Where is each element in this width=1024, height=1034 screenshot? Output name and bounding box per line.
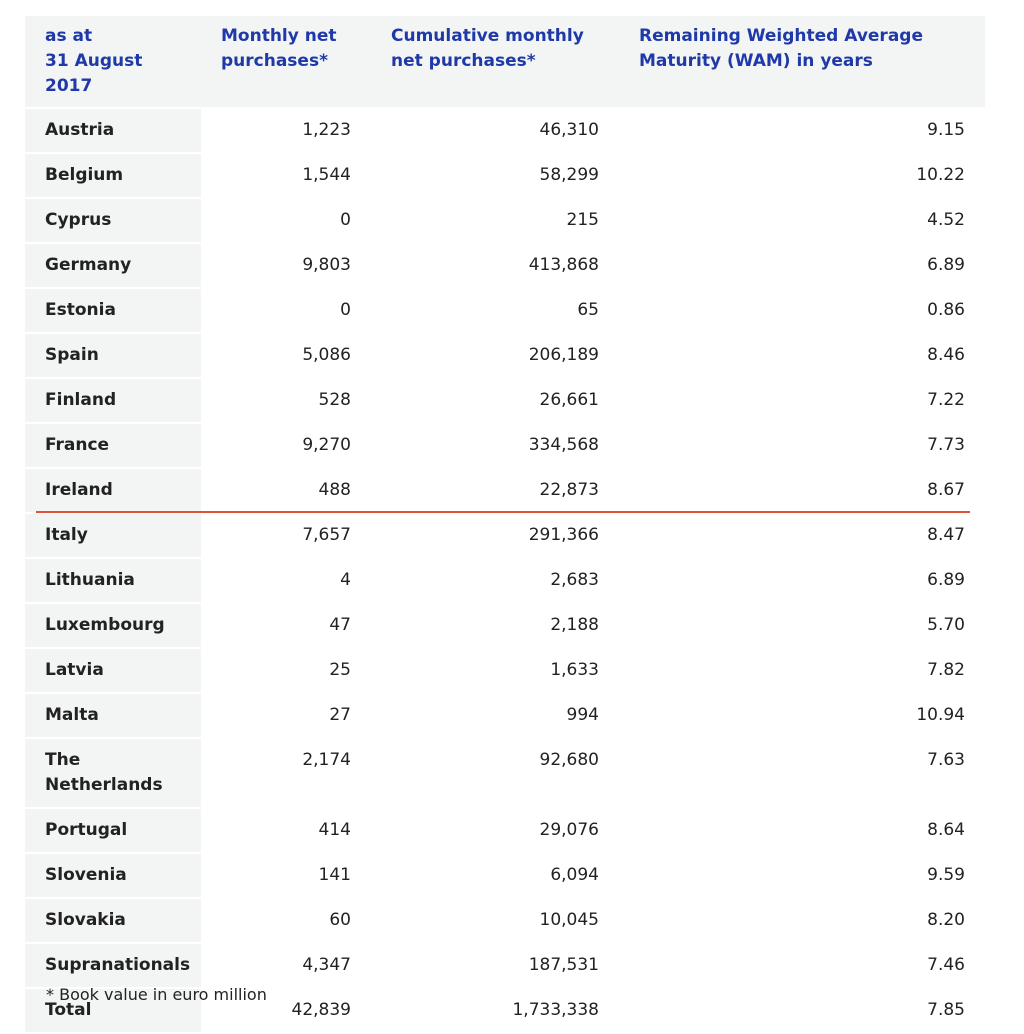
cell-wam: 5.70	[619, 604, 985, 649]
cell-country: France	[25, 424, 201, 469]
cell-country: Supranationals	[25, 944, 201, 989]
cell-cumulative: 334,568	[371, 424, 619, 469]
cell-wam: 7.73	[619, 424, 985, 469]
cell-country: Luxembourg	[25, 604, 201, 649]
cell-wam: 8.46	[619, 334, 985, 379]
cell-wam: 7.85	[619, 989, 985, 1034]
cell-cumulative: 2,683	[371, 559, 619, 604]
cell-wam: 10.22	[619, 154, 985, 199]
cell-cumulative: 1,733,338	[371, 989, 619, 1034]
cell-monthly: 528	[201, 379, 371, 424]
cell-country: Lithuania	[25, 559, 201, 604]
cell-wam: 8.67	[619, 469, 985, 514]
cell-country: Germany	[25, 244, 201, 289]
cell-wam: 7.82	[619, 649, 985, 694]
cell-wam: 4.52	[619, 199, 985, 244]
header-monthly: Monthly net purchases*	[201, 16, 371, 109]
cell-cumulative: 2,188	[371, 604, 619, 649]
cell-cumulative: 413,868	[371, 244, 619, 289]
cell-wam: 6.89	[619, 244, 985, 289]
cell-monthly: 141	[201, 854, 371, 899]
pspp-holdings-table	[25, 16, 985, 1034]
cell-monthly: 9,270	[201, 424, 371, 469]
table-row	[25, 244, 985, 289]
cell-monthly: 0	[201, 289, 371, 334]
table-row	[25, 649, 985, 694]
cell-cumulative: 92,680	[371, 739, 619, 809]
cell-cumulative: 22,873	[371, 469, 619, 514]
footnote: * Book value in euro million	[46, 985, 267, 1004]
table-row	[25, 604, 985, 649]
table-row	[25, 424, 985, 469]
cell-cumulative: 994	[371, 694, 619, 739]
cell-country: Slovakia	[25, 899, 201, 944]
cell-country: Slovenia	[25, 854, 201, 899]
cell-monthly: 4,347	[201, 944, 371, 989]
cell-wam: 8.20	[619, 899, 985, 944]
cell-country: Finland	[25, 379, 201, 424]
cell-wam: 0.86	[619, 289, 985, 334]
table-row	[25, 694, 985, 739]
table-row	[25, 154, 985, 199]
highlight-divider-line	[36, 511, 970, 513]
cell-monthly: 9,803	[201, 244, 371, 289]
table-row	[25, 289, 985, 334]
table-row	[25, 854, 985, 899]
table-header-row	[25, 16, 985, 109]
cell-wam: 10.94	[619, 694, 985, 739]
table-row	[25, 199, 985, 244]
table-row	[25, 559, 985, 604]
table-row	[25, 944, 985, 989]
table-row	[25, 379, 985, 424]
header-country-line2: 31 August 2017	[45, 51, 143, 96]
cell-cumulative: 46,310	[371, 109, 619, 154]
cell-monthly: 27	[201, 694, 371, 739]
cell-cumulative: 29,076	[371, 809, 619, 854]
cell-wam: 7.63	[619, 739, 985, 809]
cell-cumulative: 187,531	[371, 944, 619, 989]
cell-monthly: 42,839	[201, 989, 371, 1034]
cell-cumulative: 65	[371, 289, 619, 334]
cell-monthly: 0	[201, 199, 371, 244]
cell-monthly: 488	[201, 469, 371, 514]
cell-wam: 8.64	[619, 809, 985, 854]
header-wam: Remaining Weighted Average Maturity (WAM) in years	[619, 16, 985, 109]
cell-monthly: 25	[201, 649, 371, 694]
table-row	[25, 469, 985, 514]
cell-monthly: 1,544	[201, 154, 371, 199]
table-row	[25, 334, 985, 379]
cell-wam: 8.47	[619, 514, 985, 559]
cell-country: Total	[25, 989, 201, 1034]
cell-wam: 7.22	[619, 379, 985, 424]
cell-country: Cyprus	[25, 199, 201, 244]
cell-cumulative: 291,366	[371, 514, 619, 559]
cell-cumulative: 26,661	[371, 379, 619, 424]
cell-monthly: 2,174	[201, 739, 371, 809]
cell-country: Belgium	[25, 154, 201, 199]
cell-country: Ireland	[25, 469, 201, 514]
cell-monthly: 47	[201, 604, 371, 649]
cell-cumulative: 1,633	[371, 649, 619, 694]
cell-cumulative: 215	[371, 199, 619, 244]
table-body	[25, 109, 985, 1034]
cell-cumulative: 58,299	[371, 154, 619, 199]
cell-monthly: 414	[201, 809, 371, 854]
table-row	[25, 109, 985, 154]
header-cumulative: Cumulative monthly net purchases*	[371, 16, 619, 109]
cell-country: Latvia	[25, 649, 201, 694]
cell-monthly: 4	[201, 559, 371, 604]
cell-country: Spain	[25, 334, 201, 379]
cell-wam: 9.59	[619, 854, 985, 899]
cell-wam: 6.89	[619, 559, 985, 604]
cell-cumulative: 10,045	[371, 899, 619, 944]
cell-monthly: 7,657	[201, 514, 371, 559]
table-row	[25, 739, 985, 809]
cell-cumulative: 206,189	[371, 334, 619, 379]
cell-country: The Netherlands	[25, 739, 201, 809]
cell-wam: 9.15	[619, 109, 985, 154]
cell-cumulative: 6,094	[371, 854, 619, 899]
table-row	[25, 899, 985, 944]
cell-country: Estonia	[25, 289, 201, 334]
table-row	[25, 514, 985, 559]
cell-wam: 7.46	[619, 944, 985, 989]
cell-country: Portugal	[25, 809, 201, 854]
header-country	[25, 16, 201, 109]
cell-monthly: 5,086	[201, 334, 371, 379]
cell-country: Italy	[25, 514, 201, 559]
cell-monthly: 60	[201, 899, 371, 944]
table-row	[25, 809, 985, 854]
cell-country: Austria	[25, 109, 201, 154]
cell-monthly: 1,223	[201, 109, 371, 154]
header-country-line1: as at	[45, 26, 93, 46]
cell-country: Malta	[25, 694, 201, 739]
